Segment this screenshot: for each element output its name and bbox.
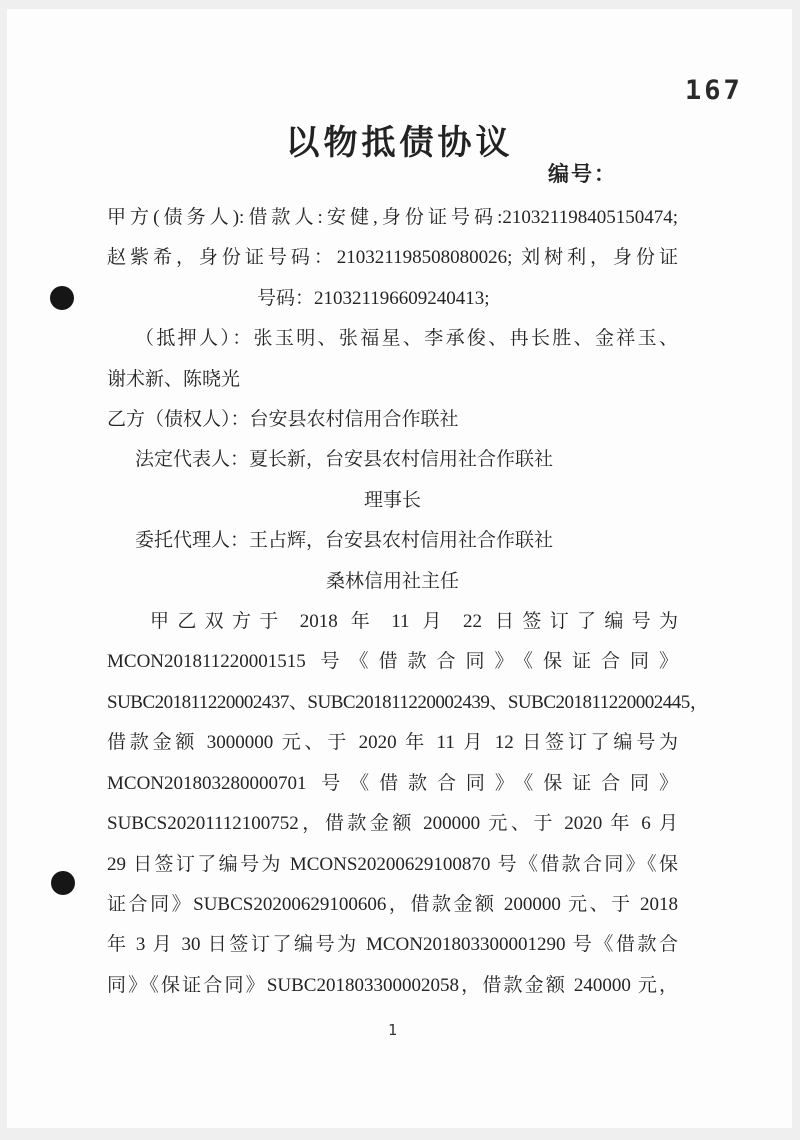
doc-line: 同》《保证合同》SUBC201803300002058，借款金额 240000 元， <box>107 974 678 996</box>
document-body <box>107 198 709 1006</box>
doc-line: 乙方（债权人）：台安县农村信用合作联社 <box>107 409 459 431</box>
serial-number-label: 编号： <box>548 162 617 186</box>
doc-line: 桑林信用社主任 <box>325 570 459 592</box>
punch-hole-bottom <box>51 871 75 895</box>
doc-line: （抵押人）：张玉明、张福星、李承俊、冉长胜、金祥玉、 <box>135 328 678 350</box>
doc-line: MCON201811220001515 号《借款合同》《保证合同》 <box>107 651 678 673</box>
doc-line: 甲方(债务人):借款人:安健,身份证号码:210321198405150474; <box>107 207 678 228</box>
doc-line: 借款金额 3000000 元、于 2020 年 11 月 12 日签订了编号为 <box>107 732 678 754</box>
doc-line: SUBCS20201112100752，借款金额 200000 元、于 2020 年 6 月 <box>107 813 678 835</box>
doc-line: 理事长 <box>363 489 421 511</box>
punch-hole-top <box>50 286 74 310</box>
doc-line: 法定代表人：夏长新，台安县农村信用社合作联社 <box>135 449 554 471</box>
doc-line: 赵紫希，身份证号码：210321198508080026; 刘树利，身份证 <box>107 247 678 269</box>
doc-line: MCON201803280000701 号《借款合同》《保证合同》 <box>107 772 678 794</box>
document-page <box>7 9 792 1128</box>
doc-line: 委托代理人：王占辉，台安县农村信用社合作联社 <box>135 530 554 552</box>
page-number-corner: 167 <box>685 75 743 106</box>
doc-line: 号码：210321196609240413; <box>257 287 490 309</box>
doc-line: 证合同》SUBCS20200629100606，借款金额 200000 元、于 2018 <box>107 893 678 915</box>
document-title: 以物抵债协议 <box>285 124 514 162</box>
doc-line: 甲乙双方于 2018 年 11 月 22 日签订了编号为 <box>150 611 678 633</box>
doc-line: 谢术新、陈晓光 <box>107 368 241 390</box>
doc-line: 29 日签订了编号为 MCONS20200629100870 号《借款合同》《保 <box>107 853 678 875</box>
doc-line: 年 3 月 30 日签订了编号为 MCON201803300001290 号《借款合 <box>107 934 678 956</box>
page-footer-number: 1 <box>387 1021 398 1039</box>
doc-line: SUBC201811220002437、SUBC201811220002439、SUBC201811220002445， <box>107 691 709 713</box>
